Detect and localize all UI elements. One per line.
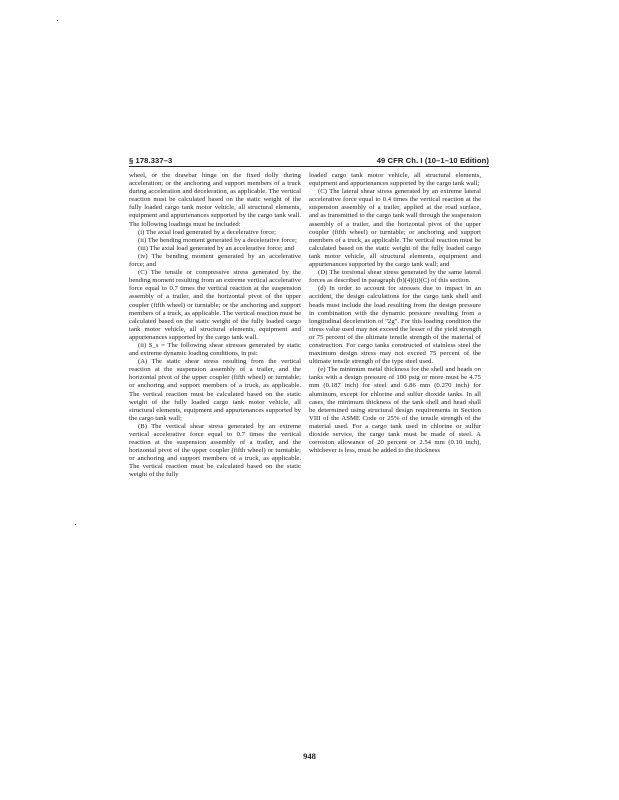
left-column bbox=[129, 172, 301, 480]
scan-speck bbox=[57, 20, 58, 21]
paragraph: (iv) The bending moment generated by an accelerative force; and bbox=[129, 252, 301, 269]
page-number: 948 bbox=[303, 751, 316, 761]
paragraph: (iii) The axial load generated by an accelerative force; and bbox=[138, 244, 295, 252]
paragraph: (d) In order to account for stresses due to impact in an accident, the design calculations for the cargo tank shell and heads must include the load resulting from the design pressure in combination with the dynamic pressure resulting from a longitudinal deceleration of "2g". For this loading condition the stress value used may not exceed the lesser of the yield strength or 75 percent of the ultimate tensile strength of the material of construction. For cargo tanks constructed of stainless steel the maximum design stress may not exceed 75 percent of the ultimate tensile strength of the type steel used. bbox=[309, 285, 481, 366]
paragraph: (A) The static shear stress resulting from the vertical reaction at the suspension assembly of a trailer, and the horizontal pivot of the upper coupler (fifth wheel) or turntable; or anchoring and support members of a truck, as applicable. The vertical reaction must be calculated based on the static weight of the fully loaded cargo tank motor vehicle, all structural elements, equipment and appurtenances supported by the cargo tank wall; bbox=[129, 358, 301, 422]
paragraph: loaded cargo tank motor vehicle, all structural elements, equipment and appurtenances supported by the cargo tank wall; bbox=[309, 172, 481, 188]
cfr-title: 49 CFR Ch. I (10–1–10 Edition) bbox=[376, 156, 489, 165]
paragraph: (D) The torsional shear stress generated by the same lateral forces as described in paragraph (b)(4)(ii)(C) of this section. bbox=[309, 269, 481, 285]
paragraph: wheel, or the drawbar hinge on the fixed dolly during acceleration; or the anchoring and support members of a truck during acceleration and deceleration, as applicable. The vertical reaction must be calculated based on the static weight of the fully loaded cargo tank motor vehicle, all structural elements, equipment and appurtenances supported by the cargo tank wall. The following loadings must be included: bbox=[129, 172, 301, 228]
right-column bbox=[309, 172, 481, 455]
paragraph: (i) The axial load generated by a decelerative force; bbox=[138, 228, 277, 236]
scan-speck bbox=[75, 524, 76, 525]
running-header bbox=[129, 156, 489, 167]
paragraph: (C) The tensile or compressive stress generated by the bending moment resulting from an extreme vertical accelerative force equal to 0.7 times the vertical reaction at the suspension assembly of a trailer, and the horizontal pivot of the upper coupler (fifth wheel) or turntable; or the anchoring and support members of a truck, as applicable. The vertical reaction must be calculated based on the static weight of the fully loaded cargo tank motor vehicle, all structural elements, equipment and appurtenances supported by the cargo tank wall. bbox=[129, 269, 301, 341]
paragraph: (ii) S_s = The following shear stresses generated by static and extreme dynamic loading conditions, in psi: bbox=[129, 341, 301, 358]
section-number: § 178.337–3 bbox=[129, 156, 173, 165]
paragraph: (C) The lateral shear stress generated by an extreme lateral accelerative force equal to 0.4 times the vertical reaction at the suspension assembly of a trailer, applied at the road surface, and as transmitted to the cargo tank wall through the suspension assembly of a trailer, and the horizontal pivot of the upper coupler (fifth wheel) or turntable; or anchoring and support members of a truck, as applicable. The vertical reaction must be calculated based on the static weight of the fully loaded cargo tank motor vehicle, all structural elements, equipment and appurtenances supported by the cargo tank wall; and bbox=[309, 188, 481, 269]
paragraph: (e) The minimum metal thickness for the shell and heads on tanks with a design pressure of 100 psig or more must be 4.75 mm (0.187 inch) for steel and 6.86 mm (0.270 inch) for aluminum, except for chlorine and sulfur dioxide tanks. In all cases, the minimum thickness of the tank shell and head shall be determined using structural design requirements in Section VIII of the ASME Code or 25% of the tensile strength of the material used. For a cargo tank used in chlorine or sulfur dioxide service, the cargo tank must be made of steel. A corrosion allowance of 20 percent or 2.54 mm (0.10 inch), whichever is less, must be added to the thickness bbox=[309, 366, 481, 455]
paragraph: (B) The vertical shear stress generated by an extreme vertical accelerative force equal to 0.7 times the vertical reaction at the suspension assembly of a trailer, and the horizontal pivot of the upper coupler (fifth wheel) or turntable; or anchoring and support members of a truck, as applicable. The vertical reaction must be calculated based on the static weight of the fully bbox=[129, 422, 301, 479]
paragraph: (ii) The bending moment generated by a decelerative force; bbox=[138, 236, 297, 244]
